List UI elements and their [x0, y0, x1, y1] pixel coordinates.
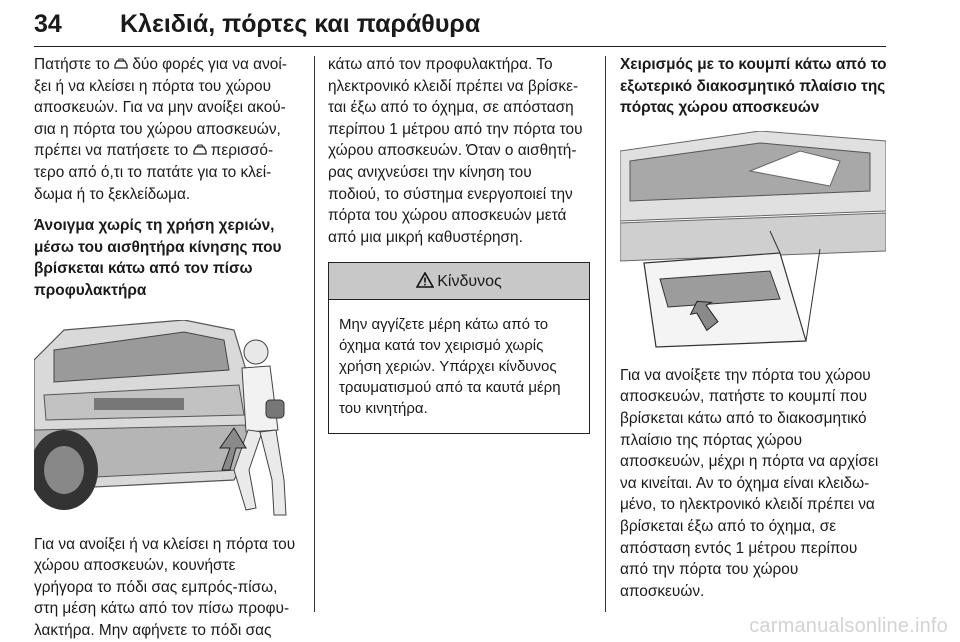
- trunk-icon: [114, 58, 128, 70]
- danger-title: Κίνδυνος: [437, 273, 502, 291]
- danger-body: Μην αγγίζετε μέρη κάτω από το όχημα κατά τον χειρισμό χωρίς χρήση χεριών. Υπάρχει κίνδυνος τραυματισμού από τα καυτά μέρη του κινητήρα.: [339, 316, 561, 418]
- continued-paragraph: κάτω από τον προφυλακτήρα. Το ηλεκτρονικό κλειδί πρέπει να βρίσκε- ται έξω από το όχημα, σε απόσταση περίπου 1 μέτρου από την πόρτα του χώρου αποσκευών. Όταν ο αισθητή- ρας ανιχνεύσει την κίνηση του ποδιού, το σύστημα ενεργοποιεί την πόρτα του χώρου αποσκευών μετά από μια μικρή καθυστέρηση.: [328, 56, 583, 246]
- warning-triangle-icon: [416, 272, 434, 288]
- column-divider-1: [314, 56, 315, 612]
- page-number: 34: [34, 10, 62, 38]
- column-2: [328, 54, 590, 434]
- column-3: [620, 54, 888, 602]
- watermark: carmanualsonline.info: [749, 615, 948, 637]
- trunk-icon: [193, 144, 207, 156]
- danger-box: [328, 262, 590, 434]
- intro-paragraph: Πατήστε το δύο φορές για να ανοί- ξει ή να κλείσει η πόρτα του χώρου αποσκευών. Για να μην ανοίξει ακού- σια η πόρτα του χώρου αποσκευών, πρέπει να πατήσετε το περισσό- τερο από ό,τι το πατάτε για το κλεί- δωμα ή το ξεκλείδωμα.: [34, 56, 287, 203]
- page-title: Κλειδιά, πόρτες και παράθυρα: [120, 10, 481, 38]
- handsfree-paragraph: Για να ανοίξει ή να κλείσει η πόρτα του χώρου αποσκευών, κουνήστε γρήγορα το πόδι σας εμπρός-πίσω, στη μέση κάτω από τον πίσω προφυ- λακτήρα. Μην αφήνετε το πόδι σας: [34, 535, 296, 639]
- page-header: [34, 6, 886, 47]
- button-heading: Χειρισμός με το κουμπί κάτω από το εξωτερικό διακοσμητικό πλαίσιο της πόρτας χώρου αποσκευών: [620, 56, 887, 117]
- handsfree-heading: Άνοιγμα χωρίς τη χρήση χεριών, μέσω του αισθητήρα κίνησης που βρίσκεται κάτω από τον πίσω προφυλακτήρα: [34, 217, 282, 299]
- tailgate-button-illustration: [620, 131, 886, 349]
- button-paragraph: Για να ανοίξετε την πόρτα του χώρου αποσκευών, πατήστε το κουμπί που βρίσκεται κάτω από το διακοσμητικό πλαίσιο της πόρτας χώρου αποσκευών, μέχρι η πόρτα να αρχίσει να κινείται. Αν το όχημα είναι κλειδω- μένο, το ηλεκτρονικό κλειδί πρέπει να βρίσκεται έξω από το όχημα, σε απόσταση εντός 1 μέτρου περίπου από την πόρτα του χώρου αποσκευών.: [620, 366, 879, 600]
- column-1: [34, 54, 300, 642]
- column-divider-2: [605, 56, 606, 612]
- handsfree-illustration: [34, 320, 300, 520]
- danger-header: [329, 263, 589, 300]
